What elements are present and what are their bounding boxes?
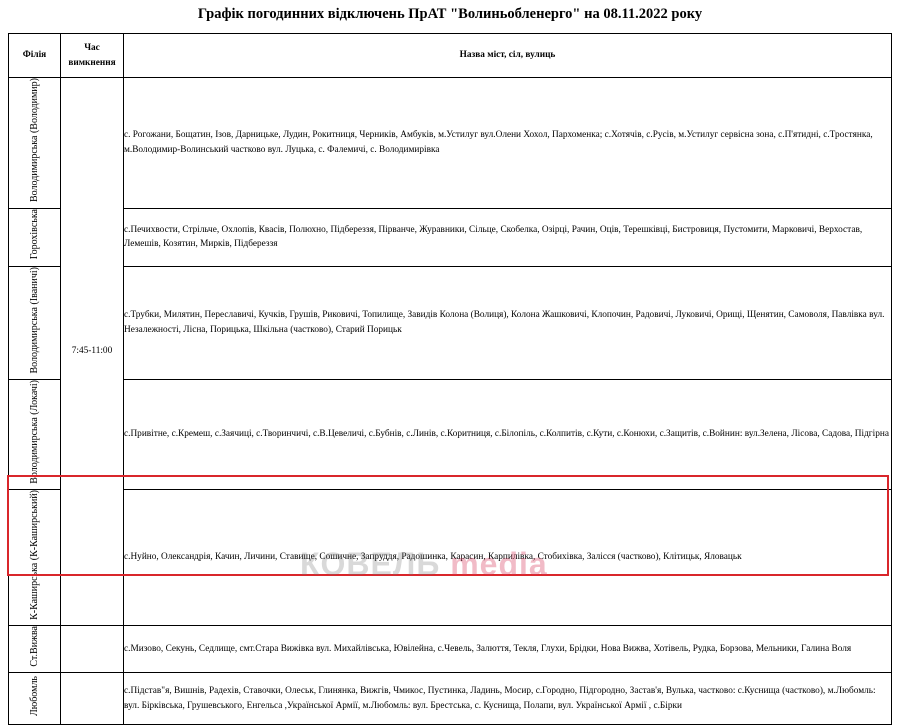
table-row <box>9 626 892 673</box>
branch-label: Володимирська (Володимир) <box>28 78 40 203</box>
streets-cell: с.Печихвости, Стрільче, Охлопів, Квасів, Полюхно, Підбереззя, Пірванче, Журавники, Сільце, Скобелка, Озірці, Рачин, Оців, Терешківці, Бистровиця, Пустомити, Марковичі, Верхостав, Лемешів, Козятин, Мирків, Підбереззя <box>124 208 892 266</box>
page-title: Графік погодинних відключень ПрАТ "Волиньобленерго" на 08.11.2022 року <box>197 6 703 22</box>
time-cell-empty <box>61 626 124 673</box>
time-cell-empty <box>61 673 124 725</box>
branch-label: К-Каширська (К-Каширський) <box>28 489 40 620</box>
schedule-table <box>8 33 892 725</box>
branch-cell <box>9 379 61 489</box>
streets-cell: с.Підстав"я, Вишнів, Радехів, Ставочки, Олеськ, Глинянка, Вижгів, Чмикос, Пустинка, Ладинь, Мосир, с.Городно, Підгородно, Застав'я, Вулька, частково: с.Куснища (частково), м.Любомль: вул. Бірківська, Грушевського, Енгельса ,Української Армії, м.Любомль: вул. Брестська, с. Куснища, Полапи, вул. Української Армії , с.Бірки <box>124 673 892 725</box>
streets-cell: с.Мизово, Секунь, Седлище, смт.Стара Вижівка вул. Михайлівська, Ювілейна, с.Чевель, Залюття, Текля, Глухи, Брідки, Нова Вижва, Хотівель, Рудка, Борзова, Мельники, Галина Воля <box>124 626 892 673</box>
header-branch: Філія <box>9 34 61 78</box>
header-row <box>9 34 892 78</box>
header-streets: Назва міст, сіл, вулиць <box>124 34 892 78</box>
streets-cell: с. Рогожани, Бощатин, Ізов, Дарницьке, Лудин, Рокитниця, Черників, Амбуків, м.Устилуг вул.Олени Хохол, Пархоменка; с.Хотячів, с.Русів, м.Устилуг сервісна зона, с.П'ятидні, с.Тростянка, м.Володимир-Волинський частково вул. Луцька, с. Фалемичі, с. Володимирівка <box>124 78 892 209</box>
table-row <box>9 208 892 266</box>
watermark-part2: media <box>450 546 548 582</box>
branch-label: Володимирська (Іваничі) <box>28 266 40 374</box>
table-row <box>9 78 892 209</box>
branch-cell <box>9 626 61 673</box>
branch-label: Горохівська <box>28 209 40 260</box>
branch-label: Ст.Вижва <box>28 626 40 667</box>
streets-cell: с.Нуйно, Олександрія, Качин, Личини, Ставище, Сошичне, Запруддя, Радошинка, Карасин, Карпилівка, Стобихівка, Залісся (частково), Клітицьк, Яловацьк <box>124 489 892 625</box>
branch-cell <box>9 78 61 209</box>
watermark-part1: КОВЕЛЬ <box>300 546 441 582</box>
branch-cell <box>9 208 61 266</box>
table-row <box>9 266 892 379</box>
streets-cell: с.Трубки, Милятин, Переславичі, Кучків, Грушів, Риковичі, Топилище, Завидів Колона (Волиця), Колона Жашковичі, Клопочин, Радовичі, Луковичі, Орищі, Щенятин, Самоволя, Павлівка вул. Незалежності, Лісна, Порицька, Шкільна (частково), Старий Порицьк <box>124 266 892 379</box>
table-row <box>9 673 892 725</box>
watermark <box>300 546 548 583</box>
table-row <box>9 379 892 489</box>
streets-cell: с.Привітне, с.Кремеш, с.Заячиці, с.Творинчичі, с.В.Цевеличі, с.Бубнів, с.Линів, с.Коритниця, с.Білопіль, с.Колпитів, с.Кути, с.Конюхи, с.Защитів, с.Войнин: вул.Зелена, Лісова, Садова, Підгірна <box>124 379 892 489</box>
branch-cell <box>9 266 61 379</box>
time-cell: 7:45-11:00 <box>61 78 124 626</box>
branch-label: Володимирська (Локачі) <box>28 379 40 484</box>
branch-label: Любомль <box>28 676 40 717</box>
branch-cell <box>9 673 61 725</box>
header-time: Час вимкнення <box>61 34 124 78</box>
